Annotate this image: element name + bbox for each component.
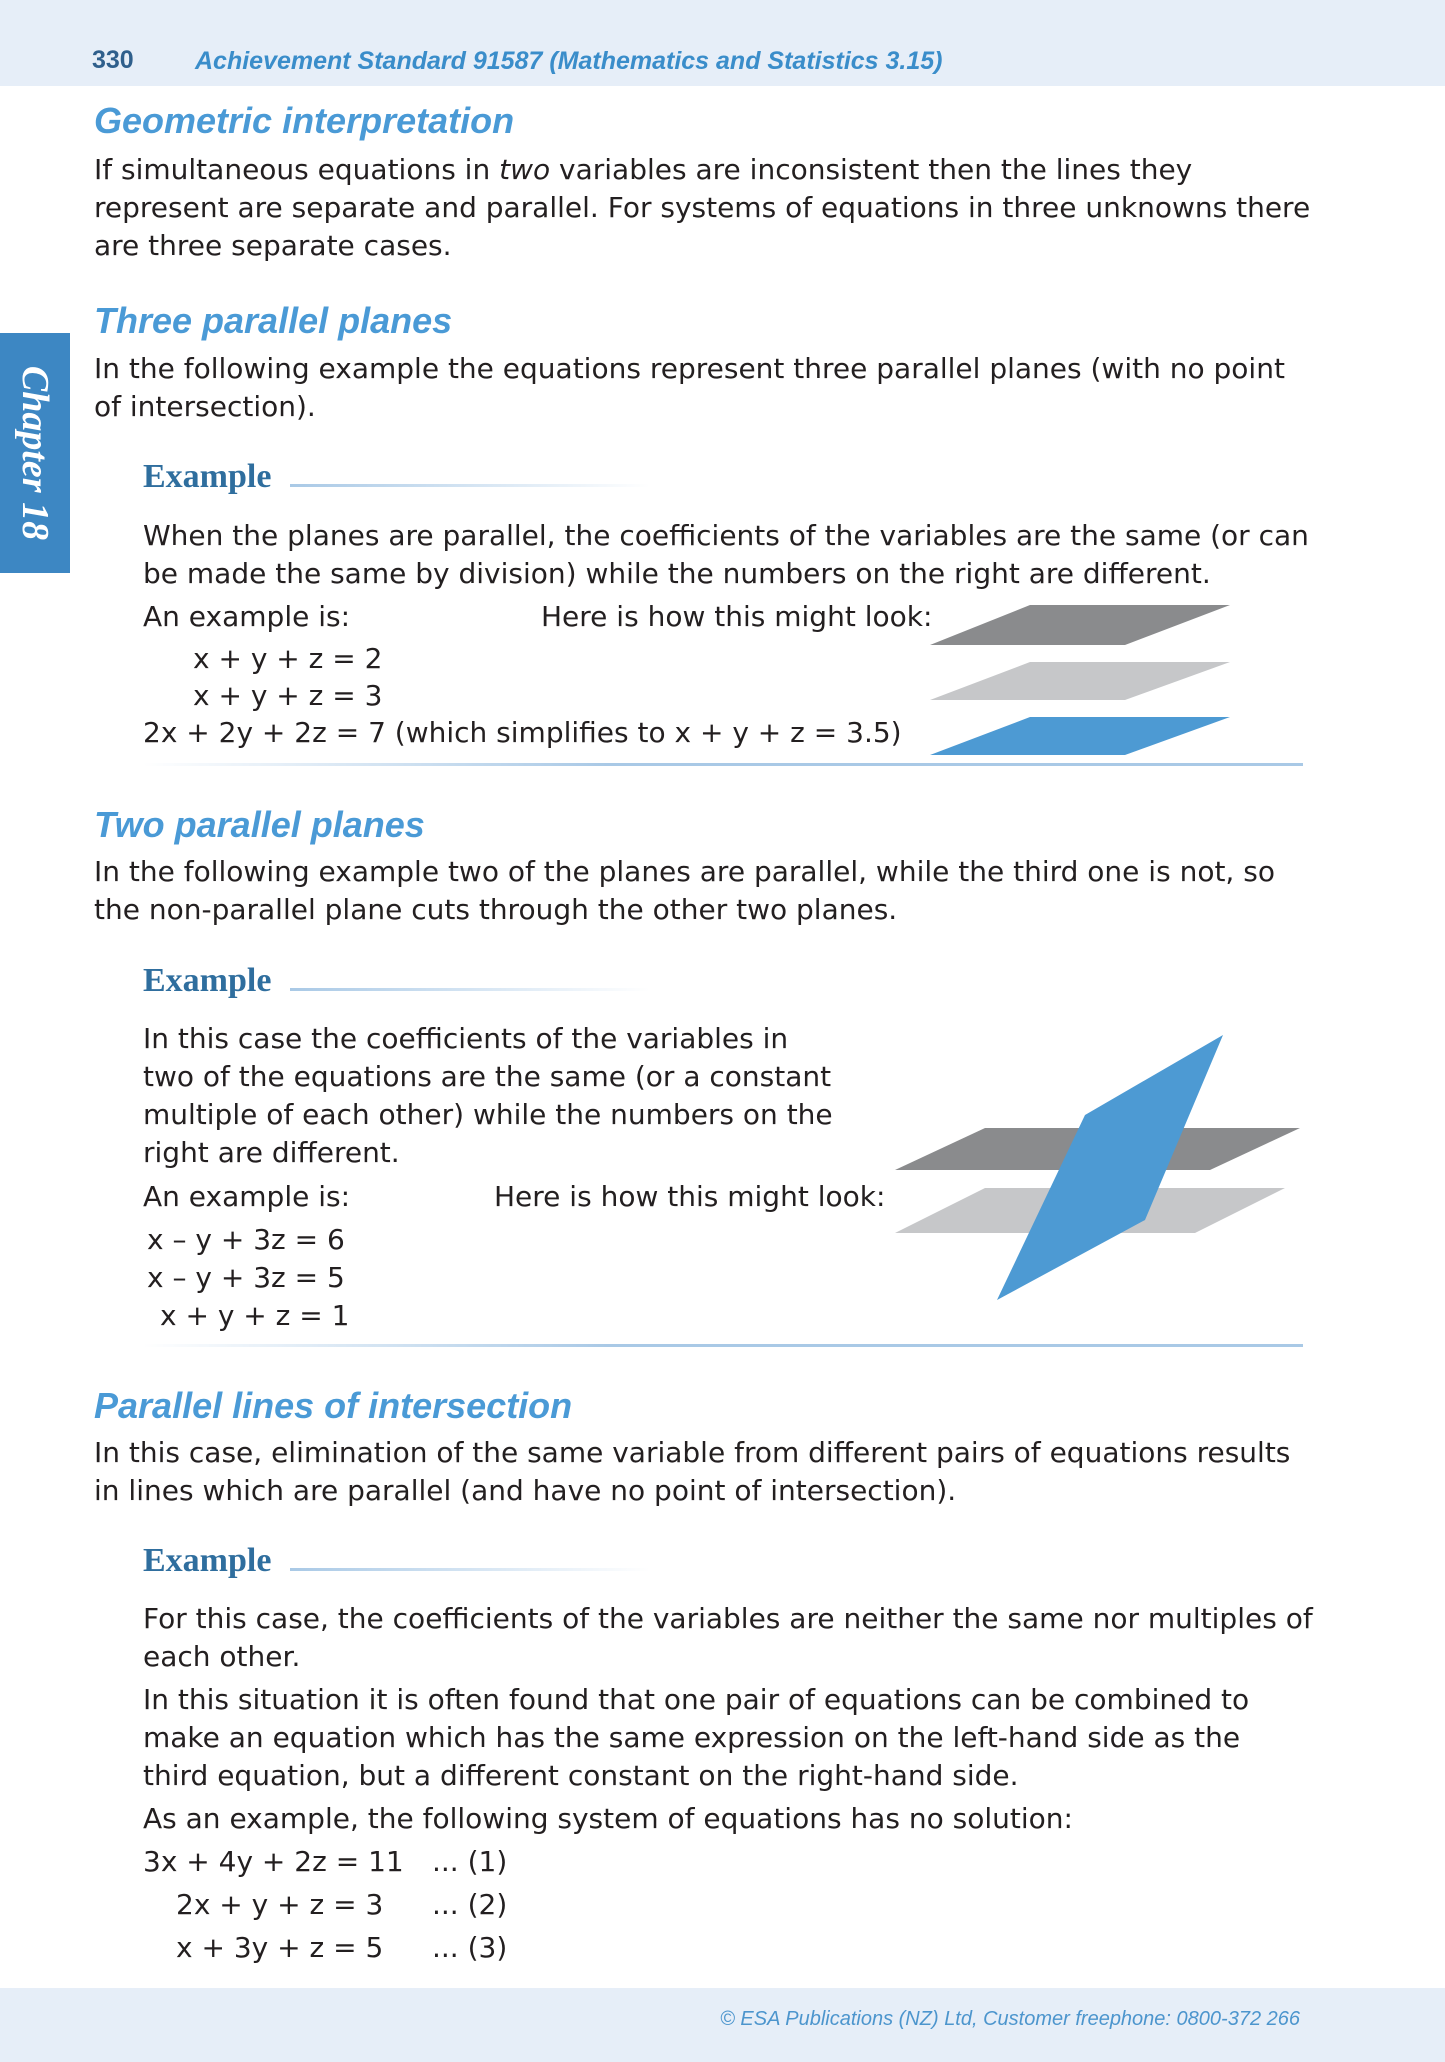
two-parallel-intro: In the following example two of the planes are parallel, while the third one is not, so the non-parallel plane cuts through the other two planes. <box>94 855 1275 926</box>
three-parallel-example-text: When the planes are parallel, the coefficients of the variables are the same (or can be made the same by division) while the numbers on the right are different. <box>143 519 1309 590</box>
example-rule-3 <box>290 1568 650 1571</box>
three-parallel-planes-figure <box>930 600 1240 760</box>
parallel-lines-eq-1-ref: ... (1) <box>432 1845 508 1878</box>
two-parallel-eq-1: x – y + 3z = 6 <box>147 1223 345 1256</box>
three-parallel-eq-3: 2x + 2y + 2z = 7 (which simplifies to x + y + z = 3.5) <box>143 716 902 749</box>
geometric-body <box>94 151 1314 265</box>
heading-three-parallel-planes: Three parallel planes <box>94 300 453 341</box>
heading-parallel-lines: Parallel lines of intersection <box>94 1385 573 1426</box>
geometric-body-em: two <box>499 153 551 186</box>
example-rule-2 <box>290 988 650 991</box>
parallel-lines-example-text-2: In this situation it is often found that one pair of equations can be combined to make an equation which has the same expression on the left-hand side as the third equation, but a different constant on the right-hand side. <box>143 1683 1250 1792</box>
three-parallel-figure-label: Here is how this might look: <box>541 600 933 633</box>
two-parallel-figure-label: Here is how this might look: <box>494 1180 886 1213</box>
parallel-lines-eq-2: 2x + y + z = 3 <box>176 1888 384 1921</box>
parallel-lines-eq-3: x + 3y + z = 5 <box>176 1931 384 1964</box>
page-number: 330 <box>92 46 134 74</box>
parallel-lines-eq-3-ref: ... (3) <box>432 1931 508 1964</box>
two-parallel-example-text: In this case the coefficients of the variables in two of the equations are the same (or a constant multiple of each other) while the numbers on the right are different. <box>143 1022 833 1169</box>
chapter-tab-label: Chapter 18 <box>14 365 56 541</box>
heading-two-parallel-planes: Two parallel planes <box>94 804 425 845</box>
parallel-lines-eq-2-ref: ... (2) <box>432 1888 508 1921</box>
plane-light <box>930 662 1230 700</box>
example-title-3: Example <box>143 1542 272 1579</box>
plane-dark <box>930 605 1230 645</box>
example-title-2: Example <box>143 962 272 999</box>
three-parallel-intro: In the following example the equations represent three parallel planes (with no point of intersection). <box>94 352 1285 423</box>
geometric-body-post: variables are inconsistent then the lines they represent are separate and parallel. For systems of equations in three unknowns there are three separate cases. <box>94 153 1311 262</box>
example-rule-1 <box>290 484 650 487</box>
plane-blue <box>930 717 1230 755</box>
geometric-body-pre: If simultaneous equations in <box>94 153 500 186</box>
parallel-lines-intro: In this case, elimination of the same variable from different pairs of equations results in lines which are parallel (and have no point of intersection). <box>94 1436 1291 1507</box>
copyright: © ESA Publications (NZ) Ltd, Customer freephone: 0800-372 266 <box>720 2008 1300 2030</box>
two-parallel-eq-2: x – y + 3z = 5 <box>147 1261 345 1294</box>
heading-geometric-interpretation: Geometric interpretation <box>94 100 515 141</box>
section-rule-1 <box>143 763 1303 766</box>
parallel-lines-example-text-1: For this case, the coefficients of the variables are neither the same nor multiples of each other. <box>143 1602 1313 1673</box>
two-parallel-planes-figure <box>895 1030 1315 1305</box>
running-title: Achievement Standard 91587 (Mathematics and Statistics 3.15) <box>195 47 943 75</box>
chapter-tab <box>0 333 70 573</box>
parallel-lines-eq-1: 3x + 4y + 2z = 11 <box>143 1845 404 1878</box>
three-parallel-example-label: An example is: <box>143 600 351 633</box>
section-rule-2 <box>143 1344 1303 1347</box>
two-parallel-eq-3: x + y + z = 1 <box>160 1299 350 1332</box>
parallel-lines-example-text-3: As an example, the following system of equations has no solution: <box>143 1802 1073 1835</box>
example-title-1: Example <box>143 458 272 495</box>
two-parallel-example-label: An example is: <box>143 1180 351 1213</box>
three-parallel-eq-1: x + y + z = 2 <box>193 642 383 675</box>
three-parallel-eq-2: x + y + z = 3 <box>193 679 383 712</box>
